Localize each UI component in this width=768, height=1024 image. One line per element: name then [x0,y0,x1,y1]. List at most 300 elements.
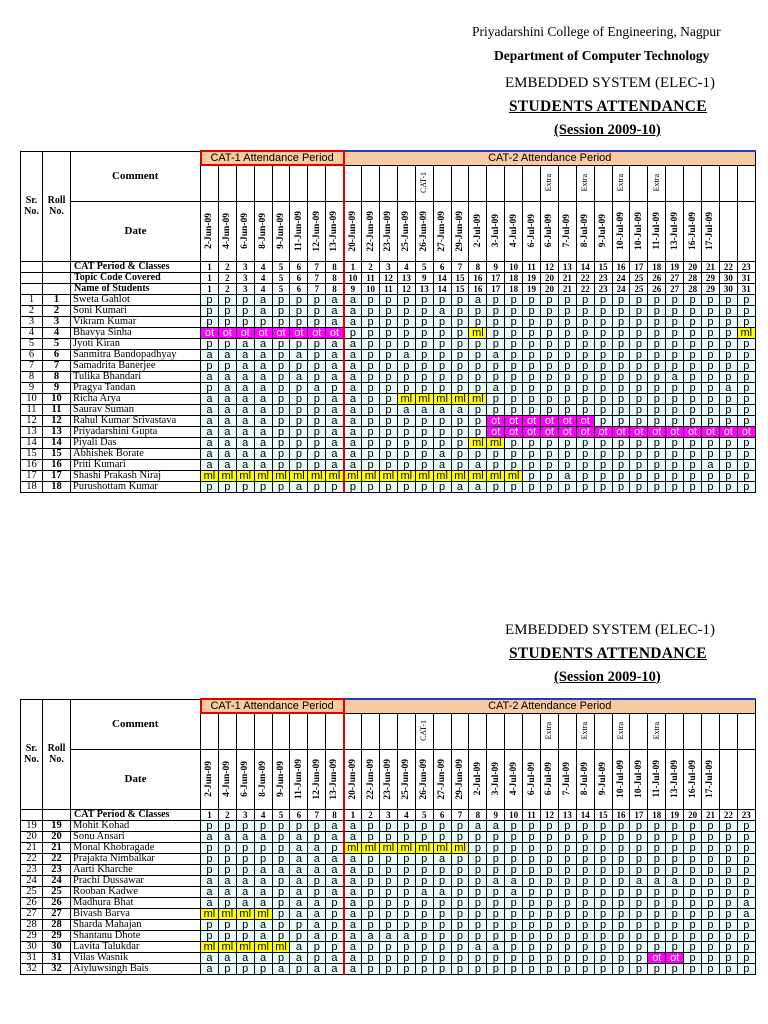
attendance-mark: p [523,930,541,941]
topic-code-num: 4 [254,272,272,283]
attendance-mark: p [594,470,612,481]
date-cell: 6-Jul-09 [523,201,541,261]
attendance-mark: ot [612,426,630,437]
date-cell: 4-Jul-09 [505,749,523,809]
attendance-mark: ml [254,470,272,481]
student-row [21,853,756,864]
attendance-mark: p [272,360,290,371]
roll-no-header: Roll No. [43,151,71,261]
attendance-mark: p [523,908,541,919]
attendance-mark: ml [469,470,487,481]
attendance-mark: p [469,316,487,327]
attendance-mark: p [594,294,612,305]
attendance-mark: p [684,908,702,919]
cat-class-num: 18 [648,261,666,272]
attendance-mark: ml [397,842,415,853]
date-cell: 8-Jul-09 [576,201,594,261]
attendance-mark: ot [218,327,236,338]
attendance-mark: p [702,360,720,371]
topic-code-num: 9 [415,272,433,283]
attendance-mark: a [254,930,272,941]
attendance-mark: p [576,864,594,875]
comment-cell [505,713,523,749]
attendance-mark: ml [218,908,236,919]
attendance-mark: p [576,963,594,974]
attendance-mark: p [362,864,380,875]
attendance-mark: a [201,393,219,404]
cat-class-num: 18 [648,809,666,820]
attendance-mark: p [362,897,380,908]
cat-class-num: 6 [433,261,451,272]
attendance-mark: a [630,875,648,886]
attendance-mark: p [612,382,630,393]
cat-class-num: 4 [254,809,272,820]
attendance-mark: p [290,294,308,305]
student-name: Soni Kumari [71,305,201,316]
cat-class-num: 11 [523,809,541,820]
student-num: 9 [344,283,362,294]
attendance-mark: p [702,404,720,415]
attendance-mark: a [201,897,219,908]
attendance-mark: p [576,371,594,382]
attendance-mark: p [308,393,326,404]
attendance-mark: p [594,831,612,842]
sr-no: 2 [21,305,43,316]
attendance-mark: p [719,393,737,404]
date-cell: 16-Jul-09 [684,749,702,809]
attendance-mark: a [344,294,362,305]
sr-no: 15 [21,448,43,459]
attendance-mark: p [397,864,415,875]
roll-no: 1 [43,294,71,305]
attendance-mark: p [290,820,308,831]
attendance-mark: p [272,294,290,305]
attendance-mark: p [236,481,254,492]
attendance-mark: p [469,426,487,437]
attendance-mark: p [397,360,415,371]
attendance-mark: p [594,415,612,426]
attendance-mark: p [254,853,272,864]
attendance-mark: a [326,338,344,349]
attendance-mark: p [594,437,612,448]
attendance-mark: p [415,360,433,371]
attendance-mark: p [737,919,755,930]
attendance-mark: p [666,393,684,404]
topic-code-num: 8 [326,272,344,283]
attendance-mark: a [236,459,254,470]
attendance-mark: p [702,371,720,382]
comment-cell [558,165,576,201]
attendance-mark: p [594,919,612,930]
attendance-mark: a [469,481,487,492]
attendance-mark: a [254,864,272,875]
attendance-mark: p [719,919,737,930]
attendance-mark: p [451,963,469,974]
attendance-sheet-1 [20,150,756,493]
attendance-mark: a [326,875,344,886]
roll-no: 26 [43,897,71,908]
attendance-mark: p [666,831,684,842]
attendance-mark: a [218,382,236,393]
attendance-mark: a [344,393,362,404]
attendance-mark: p [272,305,290,316]
attendance-mark: p [702,941,720,952]
attendance-mark: ot [719,426,737,437]
attendance-mark: p [576,820,594,831]
attendance-mark: a [236,897,254,908]
attendance-mark: p [612,459,630,470]
attendance-mark: p [308,448,326,459]
attendance-mark: p [541,853,559,864]
attendance-mark: a [254,382,272,393]
attendance-mark: p [236,963,254,974]
cat-class-num: 19 [666,261,684,272]
sr-no: 7 [21,360,43,371]
attendance-title-1: STUDENTS ATTENDANCE [509,98,707,115]
attendance-mark: p [308,426,326,437]
attendance-mark: ot [594,426,612,437]
comment-cell [362,713,380,749]
attendance-mark: ot [487,426,505,437]
sr-no: 30 [21,941,43,952]
attendance-mark: p [308,875,326,886]
attendance-mark: p [201,820,219,831]
attendance-mark: p [397,426,415,437]
attendance-mark: p [648,919,666,930]
attendance-mark: p [272,842,290,853]
attendance-mark: p [415,481,433,492]
sr-no: 22 [21,853,43,864]
student-row [21,963,756,974]
attendance-mark: p [612,875,630,886]
comment-cell [236,165,254,201]
date-label: Date [71,201,201,261]
attendance-mark: p [451,349,469,360]
attendance-mark: p [523,360,541,371]
attendance-mark: p [612,437,630,448]
attendance-mark: p [415,919,433,930]
attendance-mark: p [433,831,451,842]
attendance-mark: p [397,831,415,842]
attendance-mark: p [469,338,487,349]
attendance-mark: p [236,930,254,941]
attendance-mark: p [612,327,630,338]
attendance-mark: p [308,952,326,963]
attendance-mark: a [397,349,415,360]
attendance-mark: ml [397,470,415,481]
attendance-mark: p [612,294,630,305]
attendance-mark: p [648,294,666,305]
sr-no: 27 [21,908,43,919]
attendance-mark: a [254,897,272,908]
attendance-mark: p [433,820,451,831]
date-label: Date [71,749,201,809]
attendance-mark: p [415,897,433,908]
attendance-mark: p [576,327,594,338]
attendance-mark: a [254,952,272,963]
attendance-mark: a [326,853,344,864]
attendance-mark: p [451,294,469,305]
attendance-mark: a [290,481,308,492]
attendance-mark: p [505,360,523,371]
date-cell [737,749,755,809]
attendance-mark: p [702,349,720,360]
roll-no: 4 [43,327,71,338]
attendance-mark: p [218,842,236,853]
attendance-mark: p [290,382,308,393]
attendance-mark: p [702,875,720,886]
attendance-mark: p [469,930,487,941]
attendance-mark: p [236,853,254,864]
attendance-mark: p [612,952,630,963]
attendance-mark: p [397,415,415,426]
attendance-mark: a [201,404,219,415]
attendance-mark: a [666,875,684,886]
attendance-mark: a [236,448,254,459]
attendance-mark: p [469,404,487,415]
attendance-mark: p [290,426,308,437]
attendance-mark: p [201,481,219,492]
comment-cell [505,165,523,201]
attendance-mark: p [576,294,594,305]
attendance-mark: p [362,448,380,459]
attendance-mark: p [702,886,720,897]
cat-class-num: 5 [272,809,290,820]
attendance-mark: p [487,842,505,853]
attendance-mark: a [487,349,505,360]
attendance-mark: a [218,952,236,963]
attendance-mark: p [362,316,380,327]
attendance-mark: p [558,349,576,360]
attendance-mark: p [684,382,702,393]
attendance-mark: p [415,952,433,963]
attendance-mark: a [290,842,308,853]
attendance-mark: p [487,360,505,371]
cat-class-num: 9 [487,809,505,820]
topic-code-num: 28 [684,272,702,283]
attendance-mark: p [702,481,720,492]
attendance-mark: a [344,448,362,459]
comment-cell [469,713,487,749]
comment-cell [201,165,219,201]
date-cell: 9-Jul-09 [594,749,612,809]
cat-class-num: 6 [290,809,308,820]
attendance-mark: p [523,831,541,842]
attendance-mark: a [397,404,415,415]
attendance-mark: p [218,338,236,349]
attendance-mark: p [308,404,326,415]
attendance-mark: p [558,404,576,415]
student-row [21,316,756,327]
attendance-mark: p [201,294,219,305]
attendance-mark: p [290,437,308,448]
attendance-mark: p [719,437,737,448]
attendance-mark: p [648,404,666,415]
attendance-mark: a [290,952,308,963]
attendance-mark: p [719,294,737,305]
attendance-mark: p [558,305,576,316]
date-cell: 9-Jul-09 [594,201,612,261]
attendance-mark: p [362,371,380,382]
attendance-mark: a [254,415,272,426]
student-num: 28 [684,283,702,294]
cat-class-num: 2 [218,261,236,272]
date-cell [719,749,737,809]
attendance-mark: p [308,437,326,448]
attendance-mark: ml [201,941,219,952]
attendance-mark: p [505,437,523,448]
comment-cell [236,713,254,749]
attendance-mark: p [451,426,469,437]
attendance-mark: p [630,842,648,853]
attendance-mark: p [397,382,415,393]
attendance-mark: p [523,316,541,327]
comment-cell [558,713,576,749]
attendance-mark: p [666,316,684,327]
attendance-mark: p [594,338,612,349]
attendance-mark: p [702,470,720,481]
attendance-mark: p [594,941,612,952]
roll-no: 7 [43,360,71,371]
attendance-mark: p [415,371,433,382]
attendance-mark: p [362,919,380,930]
attendance-mark: a [236,349,254,360]
attendance-mark: p [505,842,523,853]
cat-class-num: 1 [201,809,219,820]
attendance-mark: p [415,831,433,842]
sr-no: 3 [21,316,43,327]
attendance-mark: p [684,459,702,470]
attendance-mark: ot [290,327,308,338]
comment-cell [254,165,272,201]
attendance-mark: p [684,371,702,382]
attendance-mark: a [326,393,344,404]
attendance-mark: p [702,831,720,842]
attendance-mark: p [576,470,594,481]
attendance-mark: a [236,415,254,426]
attendance-mark: a [254,404,272,415]
attendance-mark: p [666,941,684,952]
attendance-mark: p [523,897,541,908]
student-num: 21 [558,283,576,294]
attendance-mark: p [719,349,737,360]
attendance-mark: a [308,853,326,864]
roll-no: 29 [43,930,71,941]
student-name: Shashi Prakash Niraj [71,470,201,481]
attendance-mark: p [648,316,666,327]
roll-no: 3 [43,316,71,327]
attendance-mark: a [702,459,720,470]
attendance-mark: p [612,820,630,831]
attendance-mark: p [684,316,702,327]
student-name: Vilas Wasnik [71,952,201,963]
attendance-mark: p [666,908,684,919]
attendance-mark: ml [362,470,380,481]
sr-no: 11 [21,404,43,415]
date-cell: 6-Jul-09 [541,201,559,261]
date-cell: 8-Jun-09 [254,749,272,809]
attendance-mark: p [576,459,594,470]
attendance-mark: p [684,853,702,864]
attendance-mark: p [523,941,541,952]
attendance-mark: p [594,963,612,974]
subject-title-2: EMBEDDED SYSTEM (ELEC-1) [505,622,715,638]
attendance-mark: p [218,919,236,930]
attendance-mark: a [236,338,254,349]
topic-code-num: 25 [630,272,648,283]
roll-no: 30 [43,941,71,952]
attendance-mark: a [254,448,272,459]
comment-cell: Extra [648,713,666,749]
attendance-mark: a [272,963,290,974]
attendance-mark: a [433,459,451,470]
attendance-mark: a [737,897,755,908]
student-num: 2 [218,283,236,294]
cat-class-num: 11 [523,261,541,272]
attendance-mark: p [684,842,702,853]
attendance-mark: a [236,886,254,897]
attendance-mark: a [344,864,362,875]
attendance-mark: a [290,831,308,842]
attendance-mark: p [362,349,380,360]
attendance-mark: p [523,853,541,864]
attendance-mark: ot [648,952,666,963]
cat-class-num: 15 [594,809,612,820]
attendance-mark: p [666,349,684,360]
attendance-mark: p [576,305,594,316]
sr-no: 13 [21,426,43,437]
student-num: 10 [362,283,380,294]
sr-no: 24 [21,875,43,886]
topic-code-num: 30 [719,272,737,283]
attendance-mark: ot [254,327,272,338]
attendance-mark: p [594,393,612,404]
roll-no: 22 [43,853,71,864]
attendance-mark: p [666,294,684,305]
attendance-mark: ml [201,908,219,919]
attendance-mark: a [344,897,362,908]
student-name: Richa Arya [71,393,201,404]
attendance-mark: p [523,820,541,831]
comment-cell [737,165,755,201]
attendance-mark: p [594,349,612,360]
attendance-mark: p [684,930,702,941]
attendance-mark: p [201,930,219,941]
student-num: 13 [415,283,433,294]
date-cell: 9-Jun-09 [272,749,290,809]
comment-cell [684,713,702,749]
cat-class-num: 6 [433,809,451,820]
comment-cell [594,713,612,749]
date-cell: 22-Jun-09 [362,201,380,261]
attendance-mark: a [487,820,505,831]
student-name: Priti Kumari [71,459,201,470]
attendance-mark: p [630,404,648,415]
roll-no: 28 [43,919,71,930]
attendance-mark: a [469,294,487,305]
sr-no: 17 [21,470,43,481]
attendance-mark: p [684,919,702,930]
attendance-mark: p [523,382,541,393]
attendance-mark: p [648,459,666,470]
attendance-mark: a [326,415,344,426]
cat-class-num: 14 [576,809,594,820]
attendance-mark: a [344,360,362,371]
attendance-mark: p [505,820,523,831]
attendance-mark: a [451,404,469,415]
attendance-mark: p [576,875,594,886]
attendance-mark: p [702,294,720,305]
